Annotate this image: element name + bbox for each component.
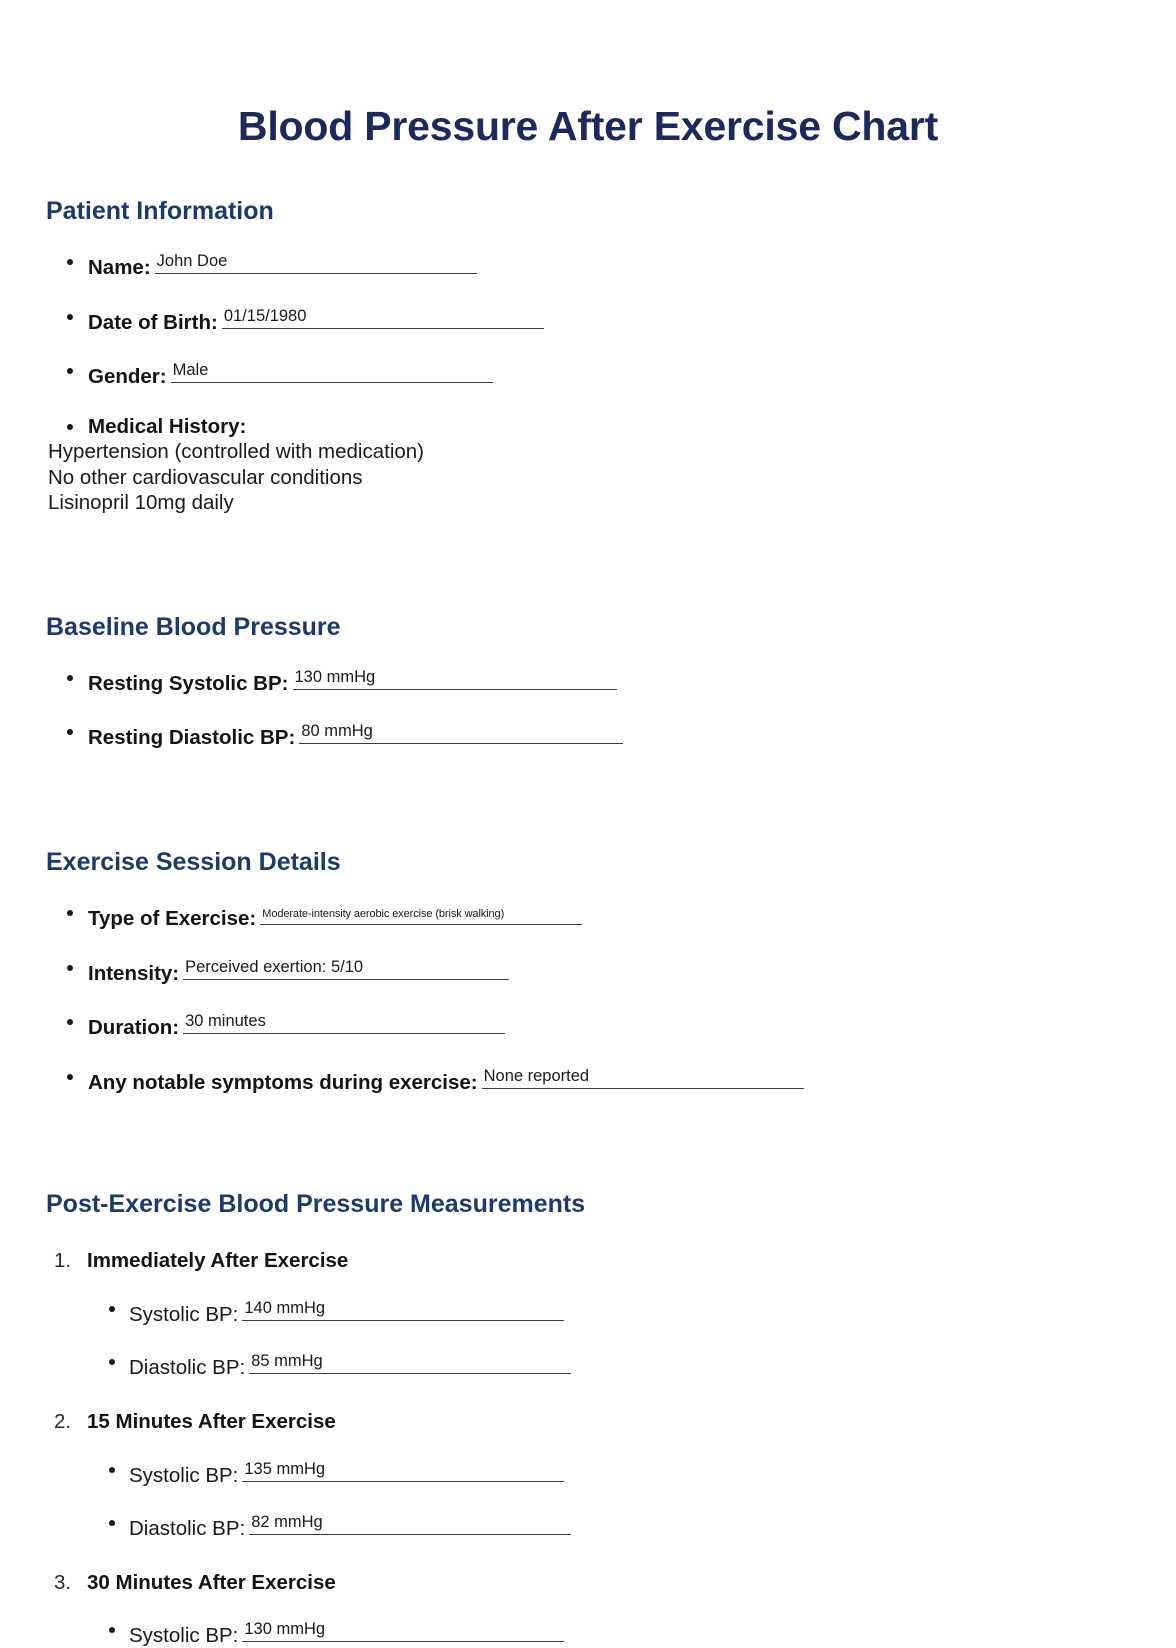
field-row-duration xyxy=(46,1009,1130,1041)
field-label-name: Name: xyxy=(88,255,151,279)
step-title-1: Immediately After Exercise xyxy=(87,1249,349,1273)
field-label-notable-symptoms: Any notable symptoms during exercise: xyxy=(88,1070,478,1094)
field-label-step2-diastolic: Diastolic BP: xyxy=(129,1516,246,1540)
field-input-intensity[interactable] xyxy=(183,955,509,980)
field-value-date-of-birth: 01/15/1980 xyxy=(223,306,307,325)
field-label-intensity: Intensity: xyxy=(88,961,180,985)
field-input-resting-diastolic-bp[interactable] xyxy=(299,719,623,744)
field-label-step1-diastolic: Diastolic BP: xyxy=(129,1355,246,1379)
medical-history-line-1: Hypertension (controlled with medication) xyxy=(48,440,425,464)
step-number-2: 2. xyxy=(54,1409,72,1433)
field-row-medical-history xyxy=(46,414,1130,440)
field-input-gender[interactable] xyxy=(171,358,493,383)
field-value-gender: Male xyxy=(172,361,209,380)
patient-information-list xyxy=(46,249,1130,440)
step-title-2: 15 Minutes After Exercise xyxy=(87,1409,336,1433)
field-label-type-of-exercise: Type of Exercise: xyxy=(88,906,257,930)
field-value-type-of-exercise: Moderate-intensity aerobic exercise (brisk walking) xyxy=(262,907,505,920)
step-number-3: 3. xyxy=(54,1570,72,1594)
medical-history-line-3: Lisinopril 10mg daily xyxy=(48,491,234,515)
step-2-measurements xyxy=(87,1457,1130,1541)
field-label-resting-systolic-bp: Resting Systolic BP: xyxy=(88,671,289,695)
field-input-notable-symptoms[interactable] xyxy=(482,1064,804,1089)
field-input-resting-systolic-bp[interactable] xyxy=(293,665,617,690)
field-row-resting-systolic-bp xyxy=(46,665,1130,697)
field-row-type-of-exercise xyxy=(46,900,1130,932)
field-value-step1-diastolic: 85 mmHg xyxy=(251,1351,323,1370)
field-value-notable-symptoms: None reported xyxy=(483,1066,590,1085)
step-number-1: 1. xyxy=(54,1249,72,1273)
post-exercise-steps-list xyxy=(46,1249,1130,1648)
field-value-intensity: Perceived exertion: 5/10 xyxy=(185,957,364,976)
field-row-gender xyxy=(46,358,1130,390)
field-row-step1-systolic xyxy=(87,1296,1130,1327)
field-row-date-of-birth xyxy=(46,304,1130,336)
field-value-duration: 30 minutes xyxy=(185,1012,266,1031)
field-value-resting-diastolic-bp: 80 mmHg xyxy=(301,722,373,741)
field-input-type-of-exercise[interactable] xyxy=(260,900,582,925)
field-input-name[interactable] xyxy=(155,249,477,274)
list-item xyxy=(46,1410,1130,1541)
exercise-session-details-list xyxy=(46,900,1130,1096)
medical-history-line-2: No other cardiovascular conditions xyxy=(48,465,363,489)
field-label-step1-systolic: Systolic BP: xyxy=(129,1302,239,1326)
field-label-gender: Gender: xyxy=(88,365,167,389)
field-value-step2-diastolic: 82 mmHg xyxy=(251,1512,323,1531)
field-input-step1-diastolic[interactable] xyxy=(249,1349,571,1374)
list-item xyxy=(46,1249,1130,1380)
field-row-intensity xyxy=(46,955,1130,987)
field-value-step3-systolic: 130 mmHg xyxy=(244,1620,326,1639)
field-label-duration: Duration: xyxy=(88,1016,180,1040)
step-title-3: 30 Minutes After Exercise xyxy=(87,1570,336,1594)
field-value-step1-systolic: 140 mmHg xyxy=(244,1298,326,1317)
baseline-blood-pressure-list xyxy=(46,665,1130,751)
section-heading-patient-information: Patient Information xyxy=(46,196,274,225)
field-row-notable-symptoms xyxy=(46,1064,1130,1096)
list-item xyxy=(46,1571,1130,1648)
field-label-step2-systolic: Systolic BP: xyxy=(129,1463,239,1487)
page-title: Blood Pressure After Exercise Chart xyxy=(237,103,939,149)
field-value-resting-systolic-bp: 130 mmHg xyxy=(294,667,376,686)
field-label-step3-systolic: Systolic BP: xyxy=(129,1624,239,1648)
section-heading-exercise-session-details: Exercise Session Details xyxy=(46,847,341,876)
field-input-step1-systolic[interactable] xyxy=(242,1296,564,1321)
step-1-measurements xyxy=(87,1296,1130,1380)
field-label-resting-diastolic-bp: Resting Diastolic BP: xyxy=(88,726,296,750)
field-value-step2-systolic: 135 mmHg xyxy=(244,1459,326,1478)
field-row-name xyxy=(46,249,1130,281)
field-row-step1-diastolic xyxy=(87,1349,1130,1380)
field-input-duration[interactable] xyxy=(183,1009,505,1034)
section-heading-post-exercise-measurements: Post-Exercise Blood Pressure Measurements xyxy=(46,1190,586,1219)
field-input-step2-diastolic[interactable] xyxy=(249,1510,571,1535)
field-value-name: John Doe xyxy=(156,251,228,270)
field-row-step2-systolic xyxy=(87,1457,1130,1488)
field-row-resting-diastolic-bp xyxy=(46,719,1130,751)
section-heading-baseline-blood-pressure: Baseline Blood Pressure xyxy=(46,612,341,641)
field-input-date-of-birth[interactable] xyxy=(222,304,544,329)
field-label-medical-history: Medical History: xyxy=(88,414,247,438)
field-row-step2-diastolic xyxy=(87,1510,1130,1541)
field-input-step2-systolic[interactable] xyxy=(242,1457,564,1482)
field-label-date-of-birth: Date of Birth: xyxy=(88,310,218,334)
field-row-step3-systolic xyxy=(87,1617,1130,1648)
medical-history-text xyxy=(46,439,1130,515)
step-3-measurements xyxy=(87,1617,1130,1648)
